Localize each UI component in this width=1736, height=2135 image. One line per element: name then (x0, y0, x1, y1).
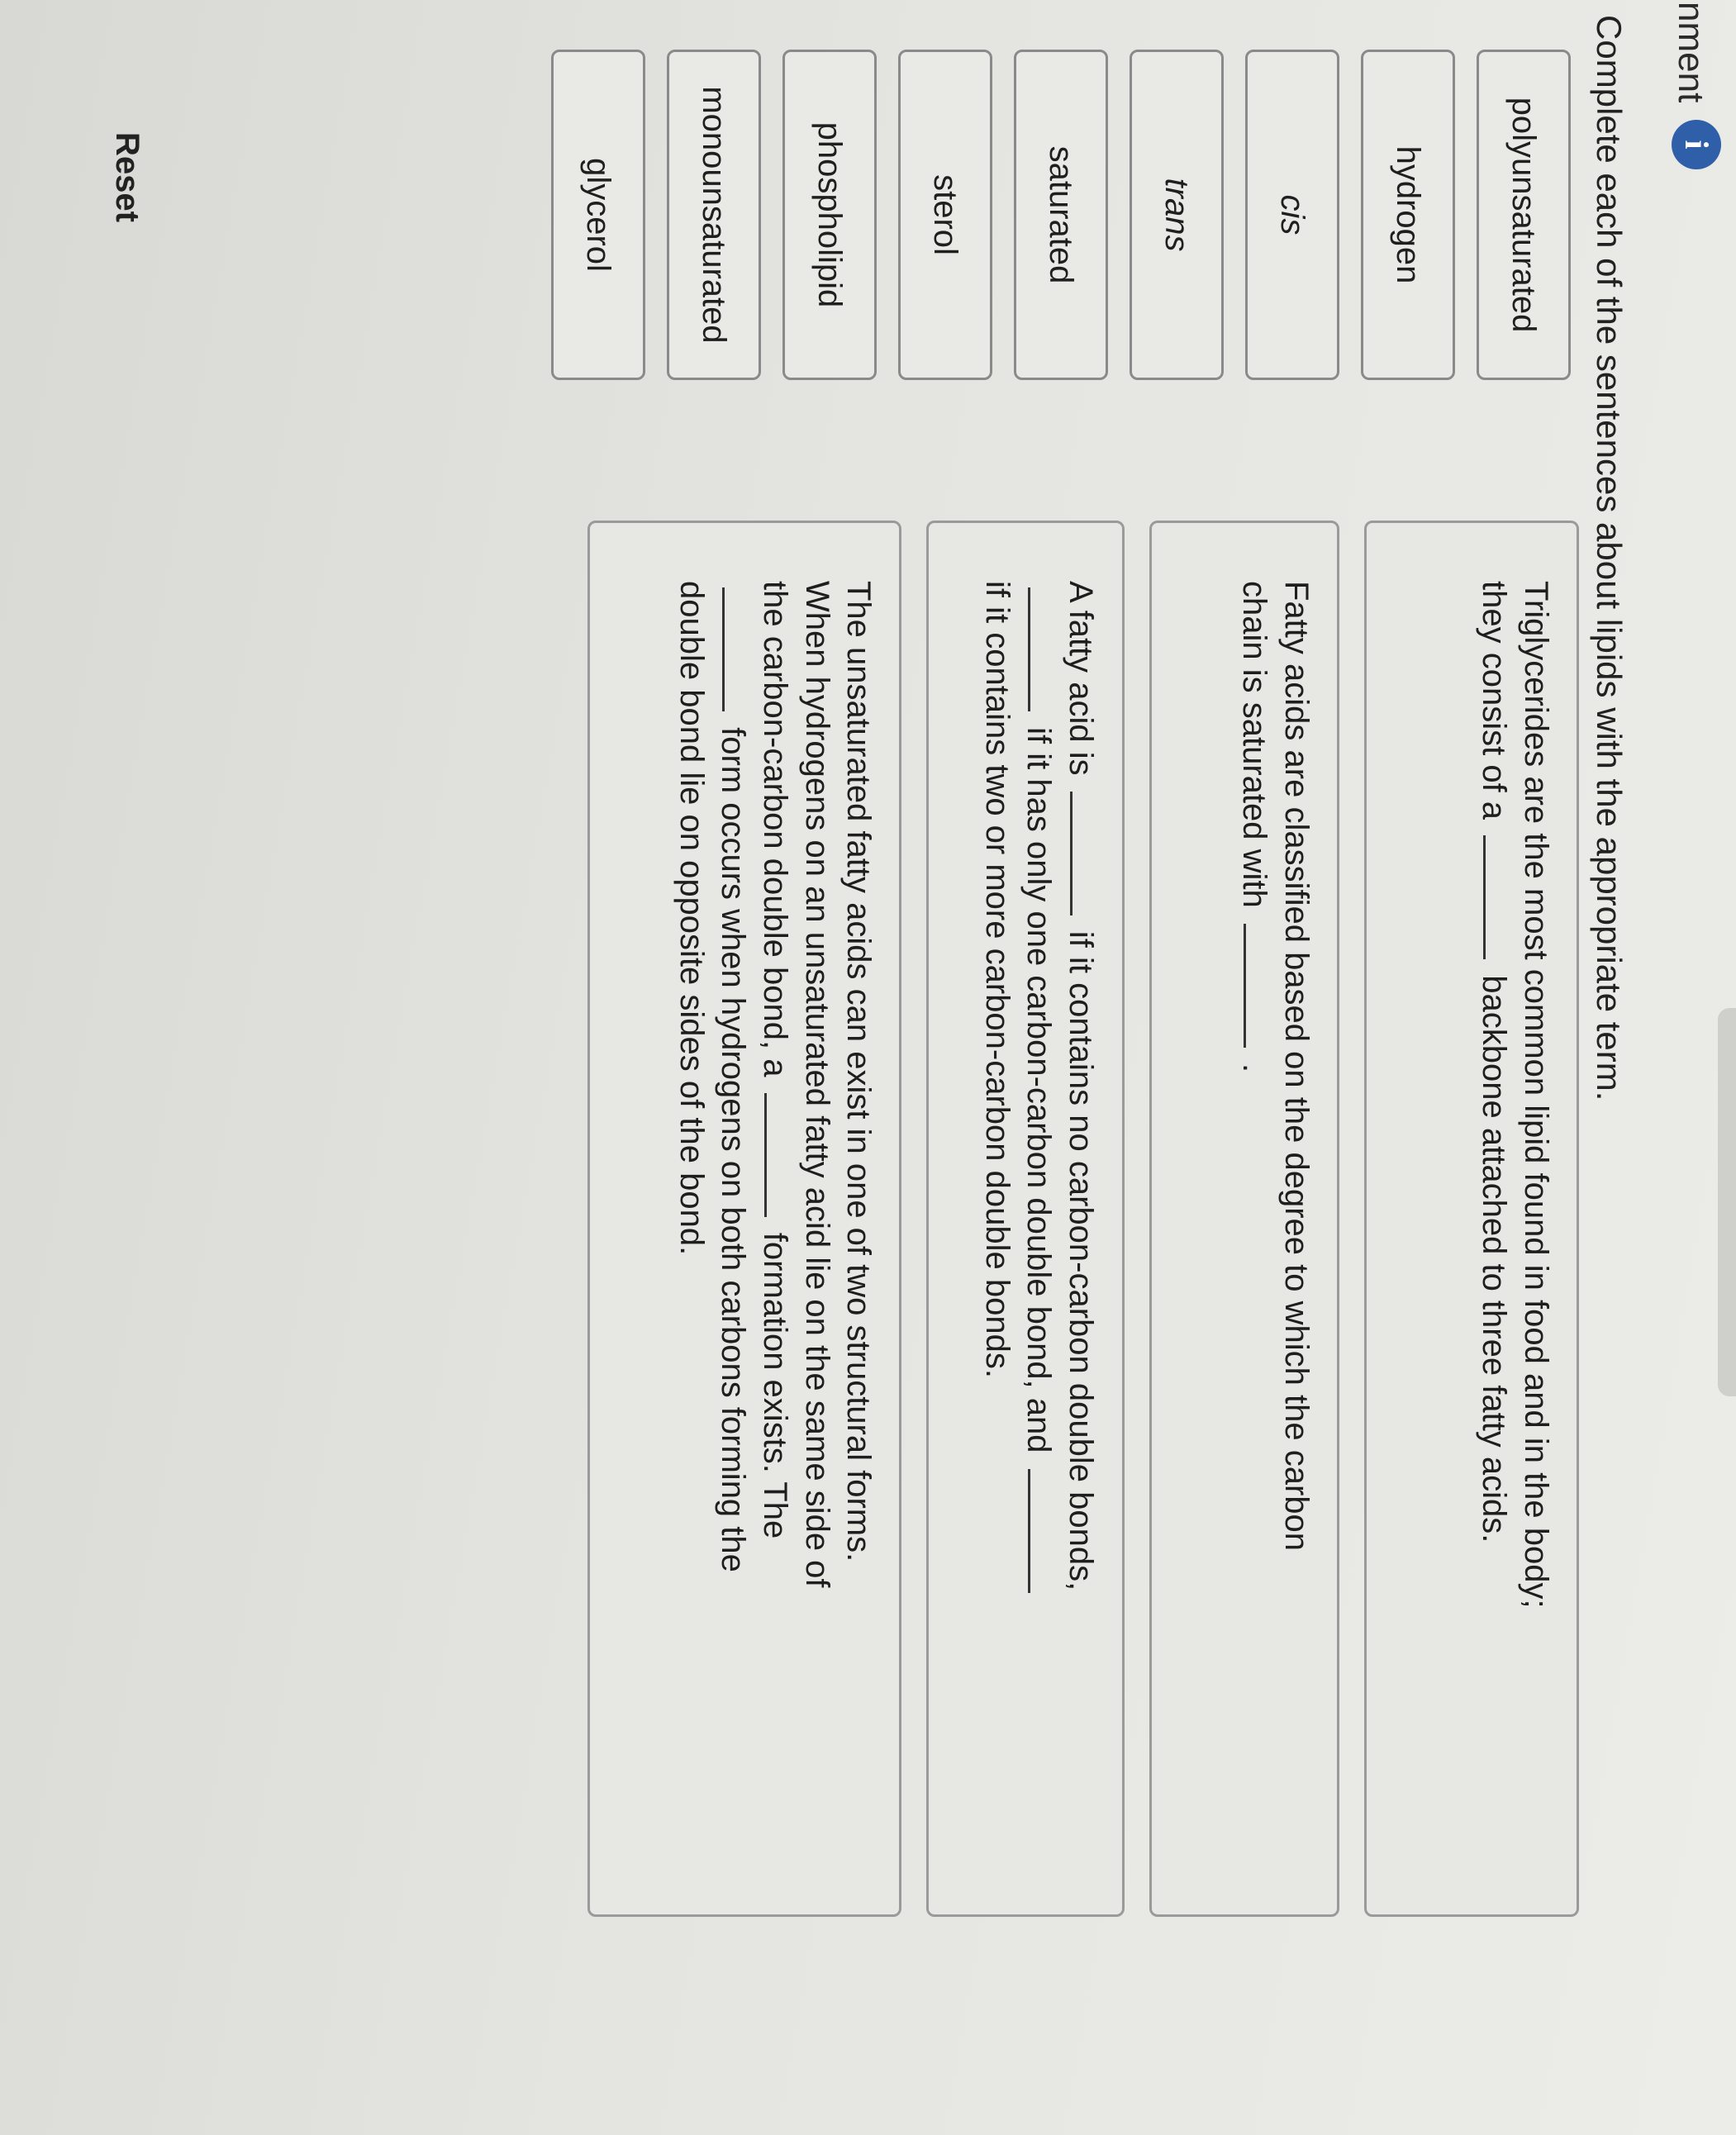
sentence-4-part-1: The unsaturated fatty acids can exist in one of two structural forms. When hydrogens on an unsaturated fatty acid lie on the same side of the carbon-carbon double bond, a (757, 581, 877, 1588)
sentence-3-part-3: if it has only one carbon-carbon double bond, and (1020, 727, 1057, 1453)
tile-polyunsaturated[interactable]: polyunsaturated (1477, 50, 1571, 380)
sentence-2-part-2: . (1236, 1063, 1272, 1073)
blank-5[interactable] (1028, 1469, 1060, 1593)
blank-1[interactable] (1483, 835, 1515, 959)
info-icon[interactable]: i (1672, 120, 1721, 169)
tile-glycerol[interactable]: glycerol (551, 50, 645, 380)
sentence-card-3 (926, 521, 1125, 1917)
sentence-text (1234, 581, 1317, 1614)
sentence-2-part-1: Fatty acids are classified based on the degree to which the carbon chain is saturated with (1236, 581, 1315, 1552)
sentence-targets (563, 521, 1579, 1917)
tile-saturated[interactable]: saturated (1014, 50, 1108, 380)
blank-7[interactable] (722, 587, 754, 711)
sentence-1-part-2: backbone attached to three fatty acids. (1476, 975, 1512, 1543)
sentence-1-part-1: Triglycerides are the most common lipid found in food and in the body; they consist of a (1476, 581, 1554, 1609)
drop-zone-1[interactable] (1524, 1667, 1557, 1865)
word-bank (530, 50, 1571, 430)
blank-2[interactable] (1244, 924, 1276, 1048)
tile-sterol[interactable]: sterol (898, 50, 992, 380)
sentence-4-part-3: form occurs when hydrogens on both carbons forming the double bond lie on opposite sides of the bond. (673, 581, 751, 1572)
drop-zone-4[interactable] (846, 1667, 879, 1865)
sentence-3-part-4: if it contains two or more carbon-carbon double bonds. (979, 581, 1015, 1378)
blank-4[interactable] (1028, 587, 1060, 711)
sentence-4-part-2: formation exists. The (757, 1232, 793, 1539)
page-title: nment (1671, 2, 1711, 103)
scrollbar[interactable] (1718, 1008, 1736, 1396)
sentence-text (977, 581, 1102, 1614)
sentence-card-2 (1149, 521, 1339, 1917)
sentence-text (671, 581, 879, 1614)
blank-3[interactable] (1070, 792, 1102, 915)
drop-zone-2[interactable] (1284, 1667, 1317, 1865)
instructions: Complete each of the sentences about lipids with the appropriate term. (1590, 15, 1629, 1101)
sentence-card-1 (1364, 521, 1579, 1917)
tile-trans[interactable]: trans (1130, 50, 1224, 380)
tile-phospholipid[interactable]: phospholipid (782, 50, 877, 380)
tile-hydrogen[interactable]: hydrogen (1361, 50, 1455, 380)
sentence-3-part-1: A fatty acid is (1063, 581, 1099, 776)
blank-6[interactable] (764, 1093, 797, 1217)
sentence-text (1473, 581, 1557, 1614)
drop-zone-3[interactable] (1069, 1667, 1102, 1865)
reset-button[interactable]: Reset (109, 132, 145, 222)
sentence-3-part-2: if it contains no carbon-carbon double bonds, (1063, 930, 1099, 1591)
sentence-card-4 (587, 521, 901, 1917)
tile-cis[interactable]: cis (1245, 50, 1339, 380)
tile-monounsaturated[interactable]: monounsaturated (667, 50, 761, 380)
